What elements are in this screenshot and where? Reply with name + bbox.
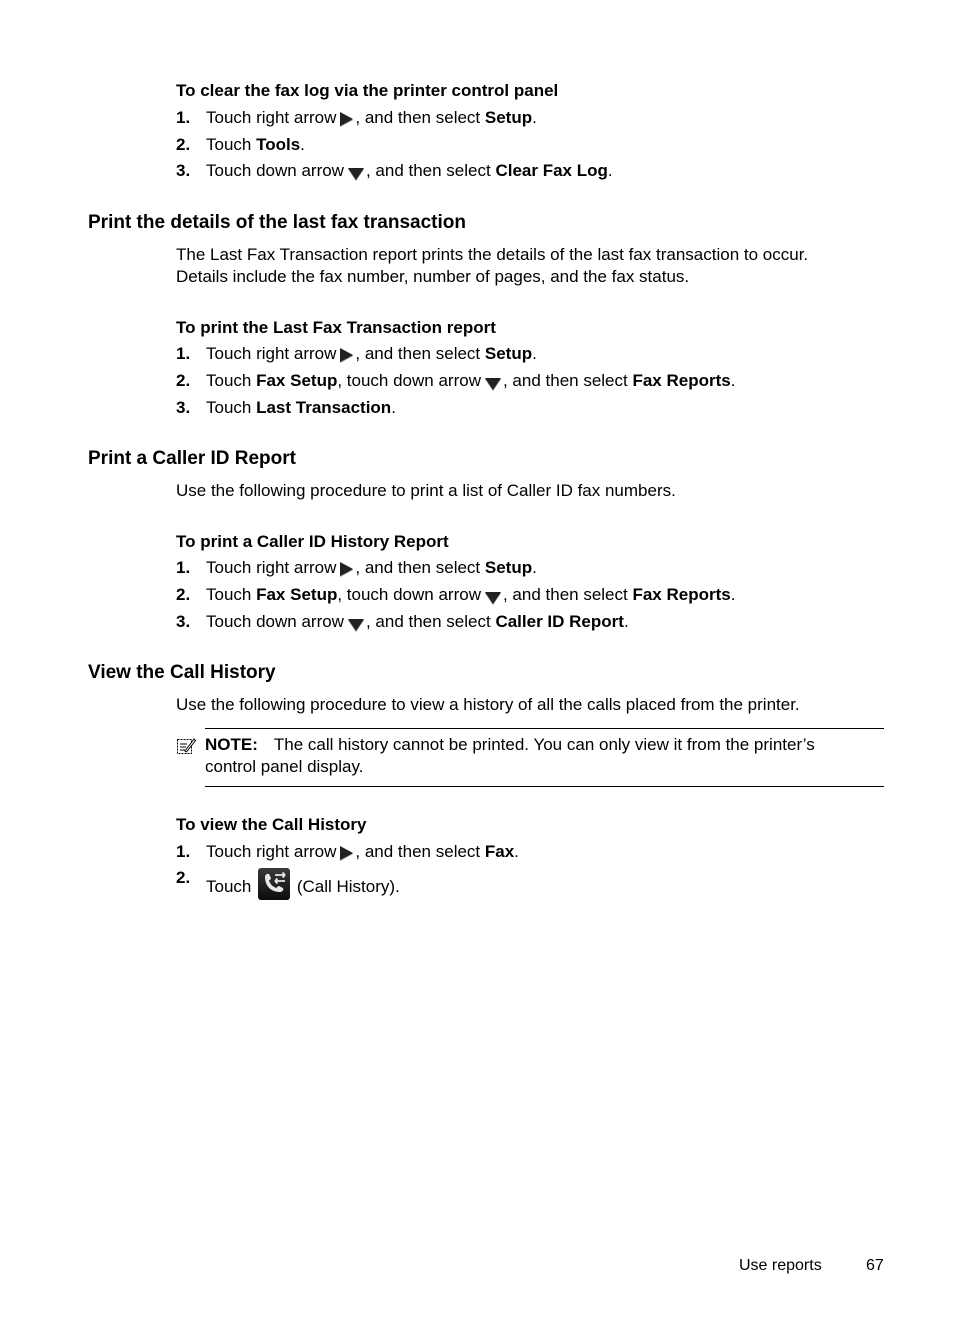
right-arrow-icon	[340, 348, 353, 362]
step-text	[206, 342, 537, 366]
step-text	[206, 369, 735, 393]
note-line	[205, 734, 885, 756]
step-text-part: .	[532, 108, 537, 127]
note-text	[205, 734, 885, 778]
step-text-part: , and then select	[502, 371, 633, 390]
step-text-part: Touch	[206, 398, 257, 417]
step-text-part: , and then select	[355, 558, 485, 577]
step-text	[206, 133, 305, 157]
step-text-part: Touch right arrow	[206, 108, 337, 127]
ui-term: Fax Setup	[256, 585, 338, 604]
step-number: 3.	[176, 398, 191, 417]
ui-term: Tools	[256, 135, 301, 154]
procedure-title: To print a Caller ID History Report	[176, 532, 449, 551]
section-heading: View the Call History	[88, 662, 276, 683]
paragraph-line: Details include the fax number, number of pages, and the fax status.	[176, 267, 690, 286]
down-arrow-icon	[485, 592, 501, 604]
paragraph	[176, 244, 808, 288]
step-text	[206, 583, 735, 607]
step-text-part: (Call History).	[292, 877, 400, 896]
step-number: 2.	[176, 868, 191, 887]
down-arrow-icon	[485, 378, 501, 390]
ui-term: Fax	[484, 842, 515, 861]
step-text	[206, 610, 629, 634]
step-text-part: Touch	[206, 371, 257, 390]
call-history-icon	[258, 868, 290, 900]
right-arrow-icon	[340, 846, 353, 860]
note-top-rule	[205, 728, 884, 729]
section-heading: Print a Caller ID Report	[88, 448, 296, 469]
page-number: 67	[866, 1257, 884, 1274]
step-text-part: .	[730, 371, 736, 390]
step-text-part: Touch right arrow	[206, 344, 337, 363]
step-text-part: , and then select	[502, 585, 633, 604]
step-text-part: , and then select	[355, 108, 485, 127]
procedure-title: To clear the fax log via the printer control panel	[176, 81, 559, 100]
step-text	[206, 868, 400, 904]
ui-term: Fax Reports	[632, 585, 731, 604]
step-text-part: Touch	[206, 585, 257, 604]
note-line: control panel display.	[205, 757, 364, 776]
down-arrow-icon	[348, 619, 364, 631]
step-text	[206, 840, 519, 864]
step-text-part: Touch	[206, 877, 257, 896]
step-text-part: .	[607, 161, 613, 180]
note-bottom-rule	[205, 786, 884, 787]
ui-term: Setup	[484, 344, 533, 363]
step-text-part: .	[514, 842, 519, 861]
step-number: 3.	[176, 161, 191, 180]
step-number: 2.	[176, 135, 191, 154]
footer-section-title: Use reports	[739, 1257, 822, 1274]
ui-term: Caller ID Report	[495, 612, 624, 631]
procedure-title: To print the Last Fax Transaction report	[176, 318, 496, 337]
step-text-part: , and then select	[365, 161, 496, 180]
step-number: 3.	[176, 612, 191, 631]
step-text-part: .	[532, 558, 537, 577]
step-text-part: .	[532, 344, 537, 363]
step-text-part: , touch down arrow	[337, 371, 481, 390]
step-text	[206, 106, 537, 130]
step-text-part: .	[391, 398, 396, 417]
step-number: 1.	[176, 558, 191, 577]
step-text	[206, 556, 537, 580]
step-text-part: Touch right arrow	[206, 558, 337, 577]
note-icon	[176, 736, 196, 756]
step-number: 2.	[176, 585, 191, 604]
step-text-part: , touch down arrow	[337, 585, 481, 604]
section-heading: Print the details of the last fax transaction	[88, 212, 466, 233]
ui-term: Setup	[484, 108, 533, 127]
ui-term: Setup	[484, 558, 533, 577]
ui-term: Last Transaction	[256, 398, 392, 417]
step-text	[206, 159, 613, 183]
ui-term: Clear Fax Log	[495, 161, 608, 180]
step-text-part: Touch down arrow	[206, 161, 344, 180]
step-text	[206, 396, 396, 420]
note-body: The call history cannot be printed. You can only view it from the printer’s	[273, 735, 815, 754]
paragraph: Use the following procedure to view a history of all the calls placed from the printer.	[176, 695, 800, 714]
note-label: NOTE:	[205, 735, 258, 754]
step-text-part: Touch	[206, 135, 257, 154]
down-arrow-icon	[348, 168, 364, 180]
step-text-part: , and then select	[355, 344, 485, 363]
procedure-title: To view the Call History	[176, 815, 367, 834]
right-arrow-icon	[340, 562, 353, 576]
step-text-part: Touch right arrow	[206, 842, 337, 861]
step-number: 1.	[176, 108, 191, 127]
step-number: 1.	[176, 842, 191, 861]
step-text-part: , and then select	[365, 612, 496, 631]
step-text-part: .	[730, 585, 736, 604]
ui-term: Fax Reports	[632, 371, 731, 390]
step-text-part: .	[300, 135, 305, 154]
step-number: 2.	[176, 371, 191, 390]
step-number: 1.	[176, 344, 191, 363]
step-text-part: .	[623, 612, 629, 631]
right-arrow-icon	[340, 112, 353, 126]
ui-term: Fax Setup	[256, 371, 338, 390]
step-text-part: Touch down arrow	[206, 612, 344, 631]
paragraph: Use the following procedure to print a list of Caller ID fax numbers.	[176, 481, 676, 500]
step-text-part: , and then select	[355, 842, 485, 861]
paragraph-line: The Last Fax Transaction report prints the details of the last fax transaction to occur.	[176, 245, 809, 264]
